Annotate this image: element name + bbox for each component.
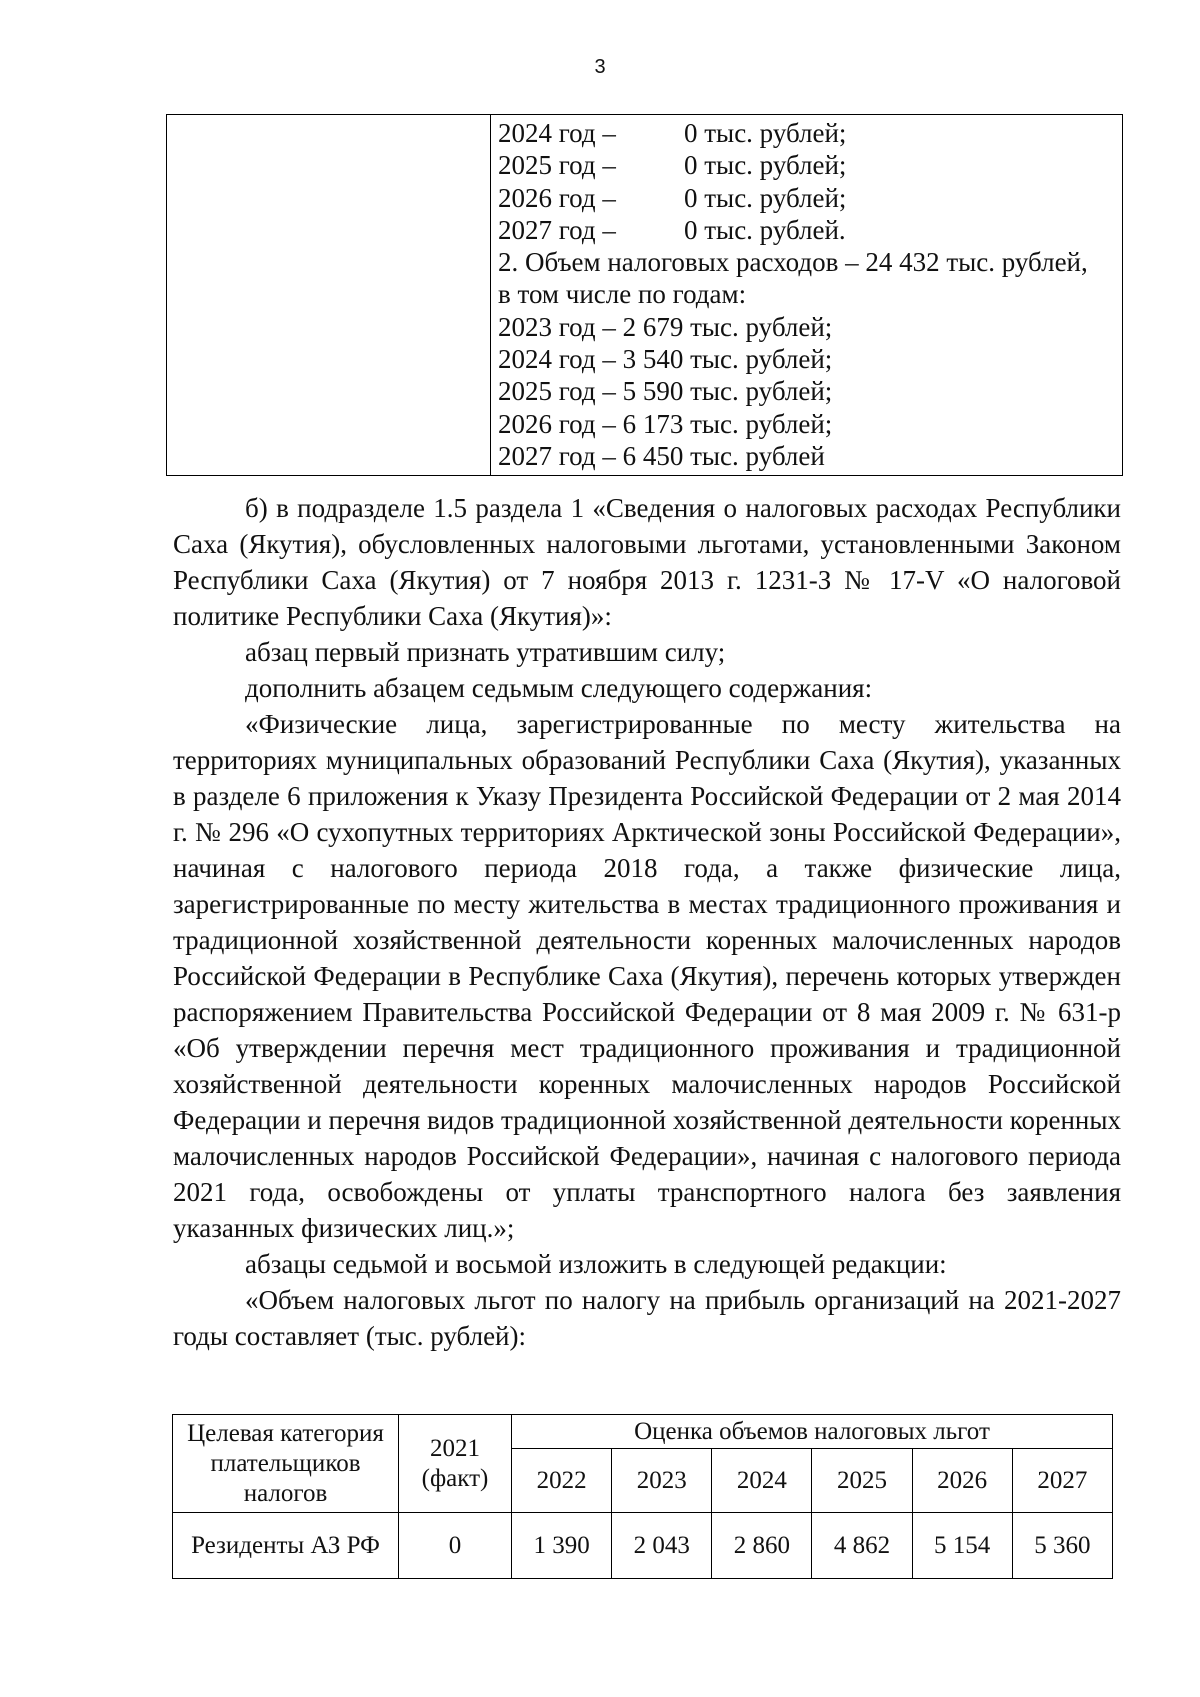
paragraph-amendment-b: б) в подразделе 1.5 раздела 1 «Сведения о налоговых расходах Республики Саха (Якутия), обусловленных налоговыми льготами, установленными Законом Республики Саха (Якутия) от 7 ноября 2013 г. 1231-З № 17-V «О налоговой политике Республики Саха (Якутия)»: xyxy=(173,493,1121,631)
header-year: 2023 xyxy=(612,1449,712,1513)
row-value: 5 360 xyxy=(1012,1513,1112,1579)
tax-expenses-year: 2025 год – 5 590 тыс. рублей; xyxy=(498,376,833,407)
tax-expenses-year: 2023 год – 2 679 тыс. рублей; xyxy=(498,311,833,342)
budget-table xyxy=(166,114,1123,476)
header-year: 2027 xyxy=(1012,1449,1112,1513)
header-estimate: Оценка объемов налоговых льгот xyxy=(512,1415,1113,1449)
page-number: 3 xyxy=(594,56,606,78)
tax-expenses-year: 2024 год – 3 540 тыс. рублей; xyxy=(498,344,833,375)
header-year: 2022 xyxy=(512,1449,612,1513)
row-value: 5 154 xyxy=(912,1513,1012,1579)
budget-table-values-cell xyxy=(491,115,1122,475)
header-category: Целевая категория плательщиков налогов xyxy=(173,1415,399,1513)
year-label: 2024 год – xyxy=(498,118,616,148)
tax-expenses-total: 2. Объем налоговых расходов – 24 432 тыс. рублей, xyxy=(498,247,1088,278)
year-label: 2025 год – xyxy=(498,150,616,181)
row-value: 4 862 xyxy=(812,1513,912,1579)
paragraph-seventh-eighth: абзацы седьмой и восьмой изложить в следующей редакции: xyxy=(245,1249,947,1279)
year-row xyxy=(498,182,1122,214)
year-row xyxy=(498,149,1122,181)
year-label: 2026 год – xyxy=(498,182,616,213)
row-value: 2 043 xyxy=(612,1513,712,1579)
tax-benefits-table xyxy=(172,1414,1113,1579)
header-year: 2026 xyxy=(912,1449,1012,1513)
row-fact-value: 0 xyxy=(399,1513,512,1579)
row-label-residents: Резиденты АЗ РФ xyxy=(173,1513,399,1579)
budget-table-label-cell xyxy=(167,115,491,475)
year-label: 2027 год – xyxy=(498,214,616,245)
row-value: 2 860 xyxy=(712,1513,812,1579)
paragraph-first-void: абзац первый признать утратившим силу; xyxy=(245,637,726,667)
row-value: 1 390 xyxy=(512,1513,612,1579)
document-body xyxy=(173,490,1121,1354)
header-year: 2025 xyxy=(812,1449,912,1513)
year-row xyxy=(498,117,1122,149)
paragraph-add-seventh: дополнить абзацем седьмым следующего содержания: xyxy=(245,673,873,703)
tax-expenses-year: 2026 год – 6 173 тыс. рублей; xyxy=(498,408,833,439)
paragraph-profit-tax: «Объем налоговых льгот по налогу на прибыль организаций на 2021-2027 годы составляет (тыс. рублей): xyxy=(173,1285,1121,1351)
year-value: 0 тыс. рублей; xyxy=(684,118,847,148)
header-fact-2021: 2021 (факт) xyxy=(399,1415,512,1513)
tax-expenses-year: 2027 год – 6 450 тыс. рублей xyxy=(498,440,825,471)
year-value: 0 тыс. рублей; xyxy=(684,150,847,181)
tax-expenses-subtitle: в том числе по годам: xyxy=(498,279,747,310)
year-value: 0 тыс. рублей. xyxy=(684,214,846,245)
year-row xyxy=(498,214,1122,246)
year-value: 0 тыс. рублей; xyxy=(684,182,847,213)
paragraph-individuals: «Физические лица, зарегистрированные по месту жительства на территориях муниципальных образований Республики Саха (Якутия), указанных в разделе 6 приложения к Указу Президента Российской Федерации от 2 мая 2014 г. № 296 «О сухопутных территориях Арктической зоны Российской Федерации», начиная с налогового периода 2018 года, а также физические лица, зарегистрированные по месту жительства в местах традиционного проживания и традиционной хозяйственной деятельности коренных малочисленных народов Российской Федерации в Республике Саха (Якутия), перечень которых утвержден распоряжением Правительства Российской Федерации от 8 мая 2009 г. № 631-р «Об утверждении перечня мест традиционного проживания и традиционной хозяйственной деятельности коренных малочисленных народов Российской Федерации и перечня видов традиционной хозяйственной деятельности коренных малочисленных народов Российской Федерации», начиная с налогового периода 2021 года, освобождены от уплаты транспортного налога без заявления указанных физических лиц.»; xyxy=(173,709,1121,1243)
header-year: 2024 xyxy=(712,1449,812,1513)
